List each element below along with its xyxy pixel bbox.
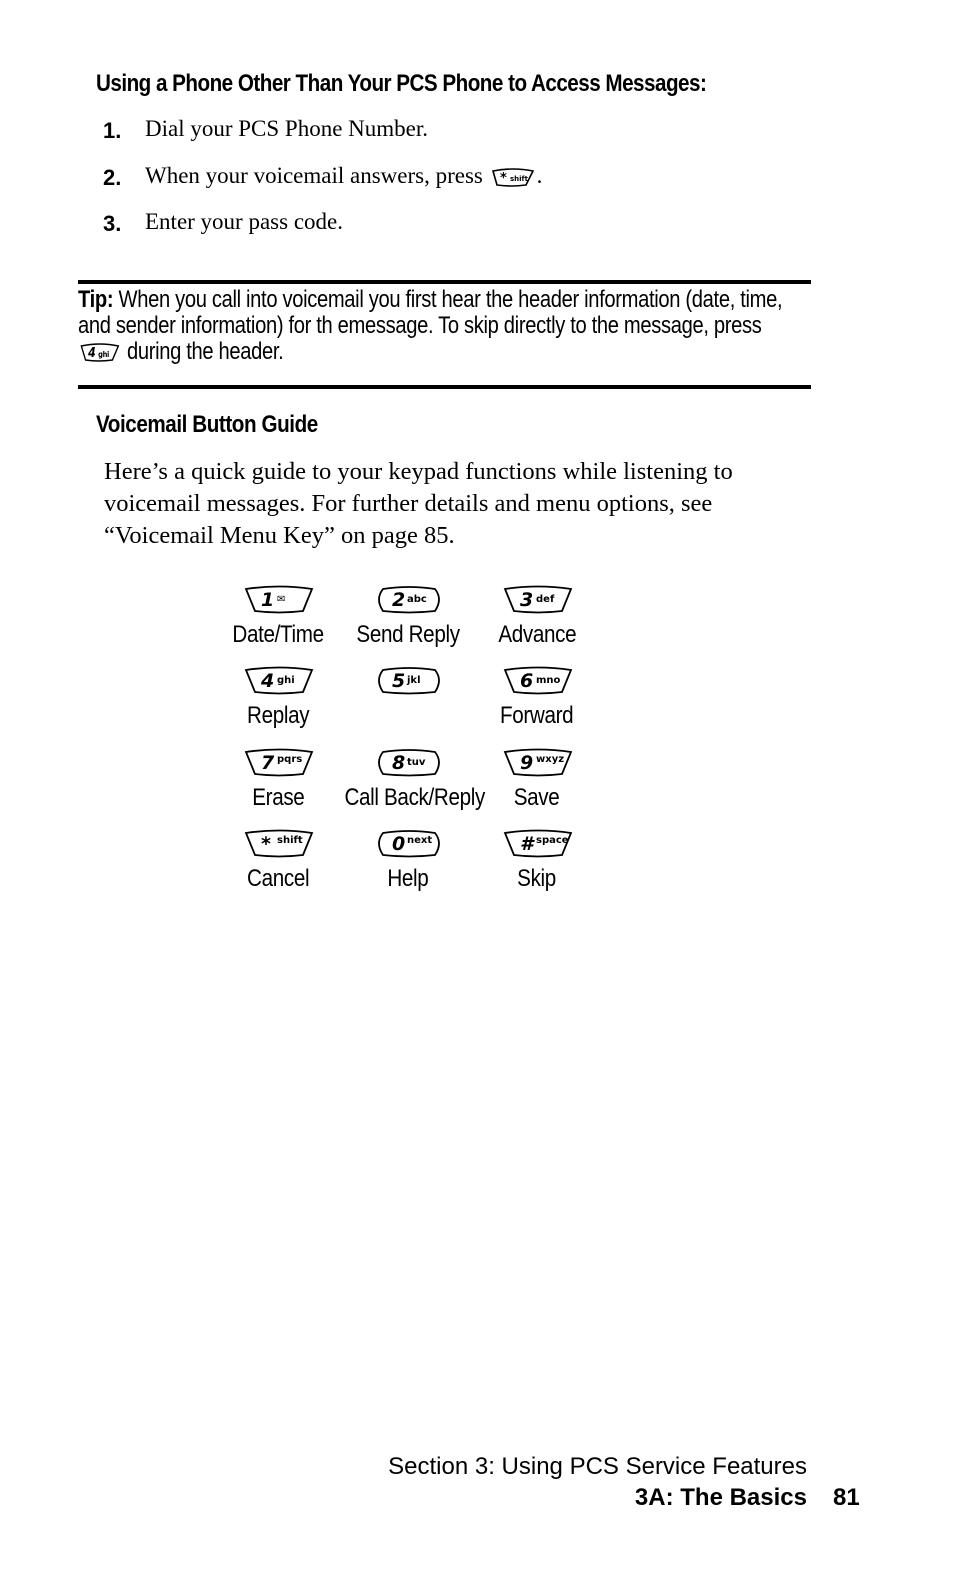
key-letters: ✉ bbox=[277, 594, 286, 605]
key-digit: 7 bbox=[261, 752, 275, 774]
key-function-text: Erase bbox=[251, 784, 305, 811]
key-letters: wxyz bbox=[536, 754, 565, 765]
step-text-before: When your voicemail answers, press bbox=[145, 163, 483, 188]
step-text: Dial your PCS Phone Number. bbox=[145, 116, 429, 141]
step-number: 1. bbox=[103, 118, 122, 143]
tip-text-before: When you call into voicemail you first hear the header information (date, time, and sender information) for th emessage. To skip directly to the message, press bbox=[78, 286, 783, 339]
key-function-label bbox=[203, 702, 353, 730]
tip-label: Tip: bbox=[78, 286, 114, 313]
key-letters: abc bbox=[407, 594, 427, 605]
key-digit: 2 bbox=[392, 589, 406, 611]
key-function-text: Send Reply bbox=[356, 621, 460, 648]
step-3 bbox=[103, 211, 863, 243]
key-letters: tuv bbox=[407, 757, 426, 768]
step-number: 2. bbox=[103, 165, 122, 190]
access-heading: Using a Phone Other Than Your PCS Phone to Access Messages: bbox=[96, 70, 707, 97]
key-function-label bbox=[462, 702, 612, 730]
key-letters: shift bbox=[277, 835, 303, 846]
key-function-label bbox=[203, 865, 353, 893]
keypad-key-icon bbox=[502, 585, 574, 615]
key-function-label bbox=[333, 865, 483, 893]
guide-intro: Here’s a quick guide to your keypad functions while listening to voicemail messages. For further details and menu options, see “Voicemail Menu Key” on page 85. bbox=[104, 458, 733, 549]
tip-top-rule bbox=[78, 280, 811, 284]
key-function-label bbox=[203, 621, 353, 649]
key-function-text: Replay bbox=[246, 702, 310, 729]
star-shift-key-icon bbox=[491, 168, 535, 188]
key-function-text: Call Back/Reply bbox=[344, 784, 485, 811]
page-number: 81 bbox=[833, 1484, 860, 1511]
key-function-label bbox=[462, 784, 612, 812]
key-function-text: Forward bbox=[500, 702, 574, 729]
key-function-text: Advance bbox=[498, 621, 576, 648]
key-function-text: Date/Time bbox=[232, 621, 324, 648]
key-letters: jkl bbox=[407, 675, 421, 686]
key-function-text: Save bbox=[514, 784, 560, 811]
keypad-key-icon bbox=[373, 585, 445, 615]
step-text: Enter your pass code. bbox=[145, 209, 343, 234]
keypad-key-icon bbox=[502, 829, 574, 859]
key-digit: 4 bbox=[261, 670, 275, 692]
key-function-text: Cancel bbox=[246, 865, 310, 892]
key-digit: # bbox=[520, 833, 534, 855]
key-digit: * bbox=[261, 833, 271, 855]
svg-text:ghi: ghi bbox=[98, 349, 110, 359]
four-ghi-key-icon bbox=[80, 343, 120, 363]
key-function-label bbox=[333, 784, 483, 812]
svg-text:4: 4 bbox=[88, 344, 96, 360]
key-function-text: Help bbox=[387, 865, 429, 892]
key-digit: 1 bbox=[261, 589, 275, 611]
keypad-key-icon bbox=[373, 748, 445, 778]
tip-text-after: during the header. bbox=[126, 338, 284, 365]
key-letters: ghi bbox=[277, 675, 295, 686]
step-number: 3. bbox=[103, 211, 122, 236]
keypad-key-icon bbox=[373, 829, 445, 859]
step-text-after: . bbox=[536, 163, 543, 188]
key-digit: 0 bbox=[392, 833, 406, 855]
key-function-label bbox=[333, 702, 483, 730]
key-letters: pqrs bbox=[277, 754, 303, 765]
svg-text:shift: shift bbox=[509, 174, 528, 183]
key-function-label bbox=[333, 621, 483, 649]
footer-section: Section 3: Using PCS Service Features bbox=[388, 1453, 807, 1480]
step-text bbox=[145, 163, 542, 189]
key-letters: def bbox=[536, 594, 555, 605]
key-digit: 6 bbox=[520, 670, 534, 692]
key-digit: 9 bbox=[520, 752, 534, 774]
key-digit: 8 bbox=[392, 752, 406, 774]
tip-bottom-rule bbox=[78, 385, 811, 389]
key-digit: 5 bbox=[392, 670, 406, 692]
keypad-key-icon bbox=[243, 829, 315, 859]
key-digit: 3 bbox=[520, 589, 534, 611]
keypad-key-icon bbox=[373, 666, 445, 696]
key-function-label bbox=[203, 784, 353, 812]
footer-chapter: 3A: The Basics bbox=[634, 1484, 807, 1511]
key-function-label bbox=[462, 865, 612, 893]
keypad-key-icon bbox=[243, 585, 315, 615]
keypad-key-icon bbox=[243, 666, 315, 696]
keypad-key-icon bbox=[502, 666, 574, 696]
step-1 bbox=[103, 118, 863, 150]
tip-box bbox=[78, 287, 800, 365]
keypad-key-icon bbox=[243, 748, 315, 778]
key-letters: mno bbox=[536, 675, 561, 686]
step-2 bbox=[103, 165, 863, 197]
svg-text:*: * bbox=[499, 170, 507, 186]
guide-heading: Voicemail Button Guide bbox=[96, 411, 318, 438]
key-function-text: Skip bbox=[517, 865, 557, 892]
keypad-key-icon bbox=[502, 748, 574, 778]
key-function-label bbox=[462, 621, 612, 649]
key-letters: space bbox=[536, 835, 569, 846]
key-letters: next bbox=[407, 835, 433, 846]
